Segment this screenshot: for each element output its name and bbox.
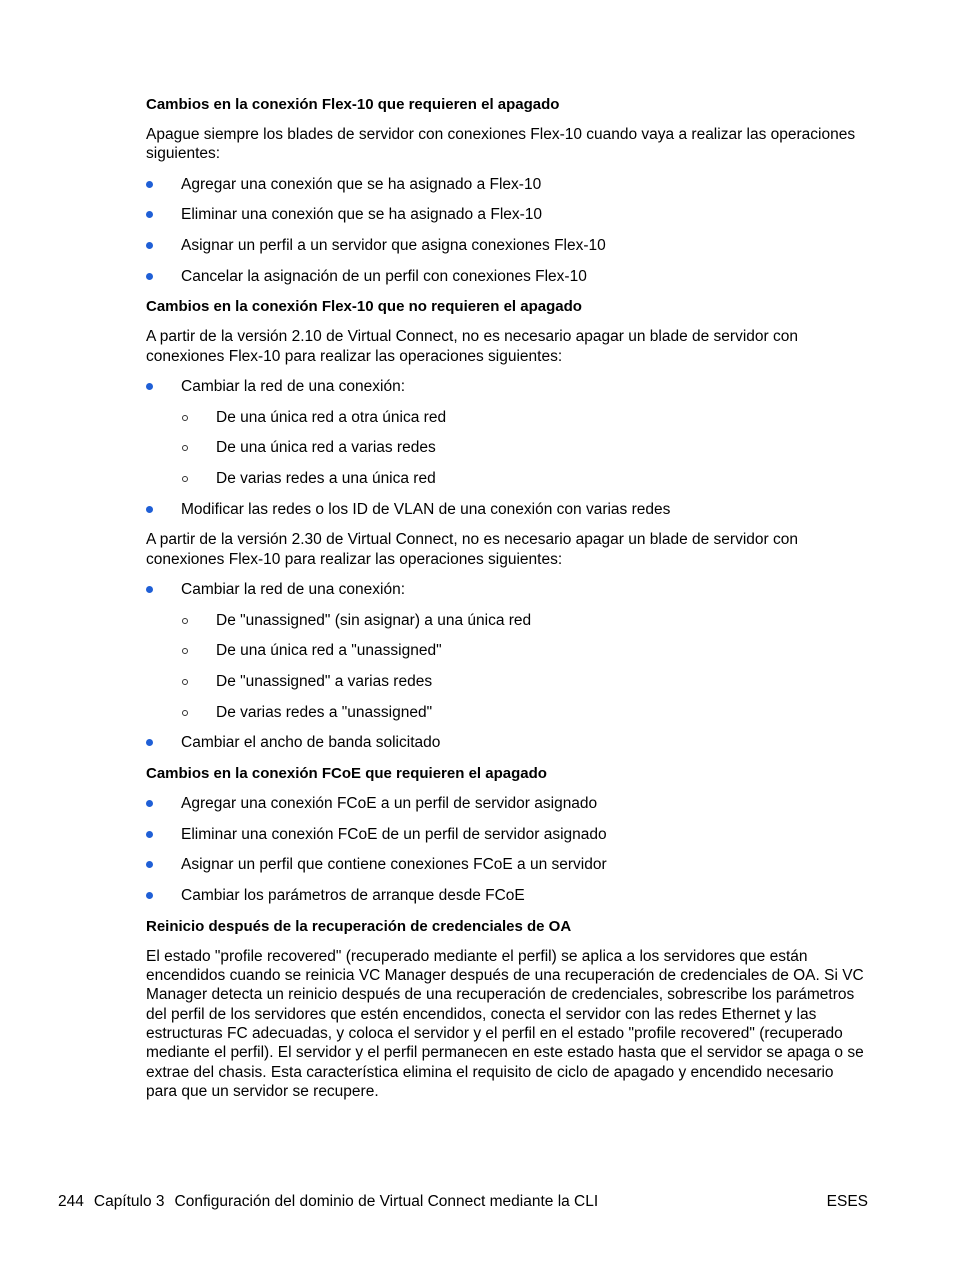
sub-list-item: De varias redes a una única red — [146, 469, 866, 488]
circle-bullet-icon — [182, 476, 188, 482]
bullet-icon — [146, 739, 153, 746]
list-item: Asignar un perfil a un servidor que asigna conexiones Flex-10 — [146, 236, 866, 255]
list-item: Asignar un perfil que contiene conexiones FCoE a un servidor — [146, 855, 866, 874]
locale-code: ESES — [826, 1193, 868, 1210]
page-content — [146, 95, 866, 1112]
section-heading: Cambios en la conexión Flex-10 que no requieren el apagado — [146, 298, 582, 316]
sub-list-item: De una única red a "unassigned" — [146, 641, 866, 660]
bullet-icon — [146, 242, 153, 249]
bullet-icon — [146, 800, 153, 807]
sub-list-item: De una única red a varias redes — [146, 438, 866, 457]
bullet-icon — [146, 892, 153, 899]
paragraph: A partir de la versión 2.30 de Virtual Connect, no es necesario apagar un blade de servidor con conexiones Flex-10 para realizar las operaciones siguientes: — [146, 531, 798, 568]
sub-list-item: De varias redes a "unassigned" — [146, 703, 866, 722]
bullet-icon — [146, 831, 153, 838]
chapter-label: Capítulo 3 — [93, 1193, 165, 1210]
list-item: Agregar una conexión que se ha asignado a Flex-10 — [146, 175, 866, 194]
circle-bullet-icon — [182, 648, 188, 654]
paragraph: A partir de la versión 2.10 de Virtual Connect, no es necesario apagar un blade de servidor con conexiones Flex-10 para realizar las operaciones siguientes: — [146, 328, 798, 365]
circle-bullet-icon — [182, 415, 188, 421]
circle-bullet-icon — [182, 618, 188, 624]
paragraph: Apague siempre los blades de servidor con conexiones Flex-10 cuando vaya a realizar las operaciones siguientes: — [146, 126, 856, 163]
bullet-icon — [146, 211, 153, 218]
bullet-icon — [146, 506, 153, 513]
bullet-icon — [146, 861, 153, 868]
bullet-icon — [146, 586, 153, 593]
footer-left — [58, 1192, 598, 1211]
list-item: Cambiar la red de una conexión: — [146, 377, 866, 396]
paragraph: El estado "profile recovered" (recuperado mediante el perfil) se aplica a los servidores que están encendidos cuando se reinicia VC Manager después de una recuperación de credenciales de OA. Si VC Manager detecta un reinicio después de una recuperación de credenciales, sobrescribe los parámetros del perfil de los servidores que estén encendidos, conecta el servidor con las redes Ethernet y las estructuras FC adecuadas, y coloca el servidor y el perfil en el estado "profile recovered" (recuperado mediante el perfil). El servidor y el perfil permanecen en este estado hasta que el servidor se apaga o se extrae del chasis. Esta característica elimina el requisito de ciclo de apagado y encendido necesario para que un servidor se recupere. — [146, 947, 864, 1100]
bullet-icon — [146, 181, 153, 188]
bullet-icon — [146, 383, 153, 390]
section-heading: Reinicio después de la recuperación de credenciales de OA — [146, 917, 572, 935]
sub-list-item: De "unassigned" (sin asignar) a una única red — [146, 611, 866, 630]
circle-bullet-icon — [182, 679, 188, 685]
section-heading: Cambios en la conexión FCoE que requieren el apagado — [146, 765, 547, 783]
list-item: Cambiar la red de una conexión: — [146, 580, 866, 599]
bullet-icon — [146, 273, 153, 280]
list-item: Cambiar los parámetros de arranque desde FCoE — [146, 886, 866, 905]
chapter-title: Configuración del dominio de Virtual Connect mediante la CLI — [174, 1193, 599, 1210]
list-item: Agregar una conexión FCoE a un perfil de servidor asignado — [146, 794, 866, 813]
list-item: Eliminar una conexión que se ha asignado a Flex-10 — [146, 205, 866, 224]
page-number: 244 — [58, 1193, 84, 1210]
circle-bullet-icon — [182, 445, 188, 451]
circle-bullet-icon — [182, 710, 188, 716]
list-item: Cambiar el ancho de banda solicitado — [146, 733, 866, 752]
list-item: Modificar las redes o los ID de VLAN de una conexión con varias redes — [146, 500, 866, 519]
list-item: Eliminar una conexión FCoE de un perfil de servidor asignado — [146, 825, 866, 844]
list-item: Cancelar la asignación de un perfil con conexiones Flex-10 — [146, 267, 866, 286]
section-heading: Cambios en la conexión Flex-10 que requieren el apagado — [146, 96, 560, 113]
sub-list-item: De una única red a otra única red — [146, 408, 866, 427]
sub-list-item: De "unassigned" a varias redes — [146, 672, 866, 691]
